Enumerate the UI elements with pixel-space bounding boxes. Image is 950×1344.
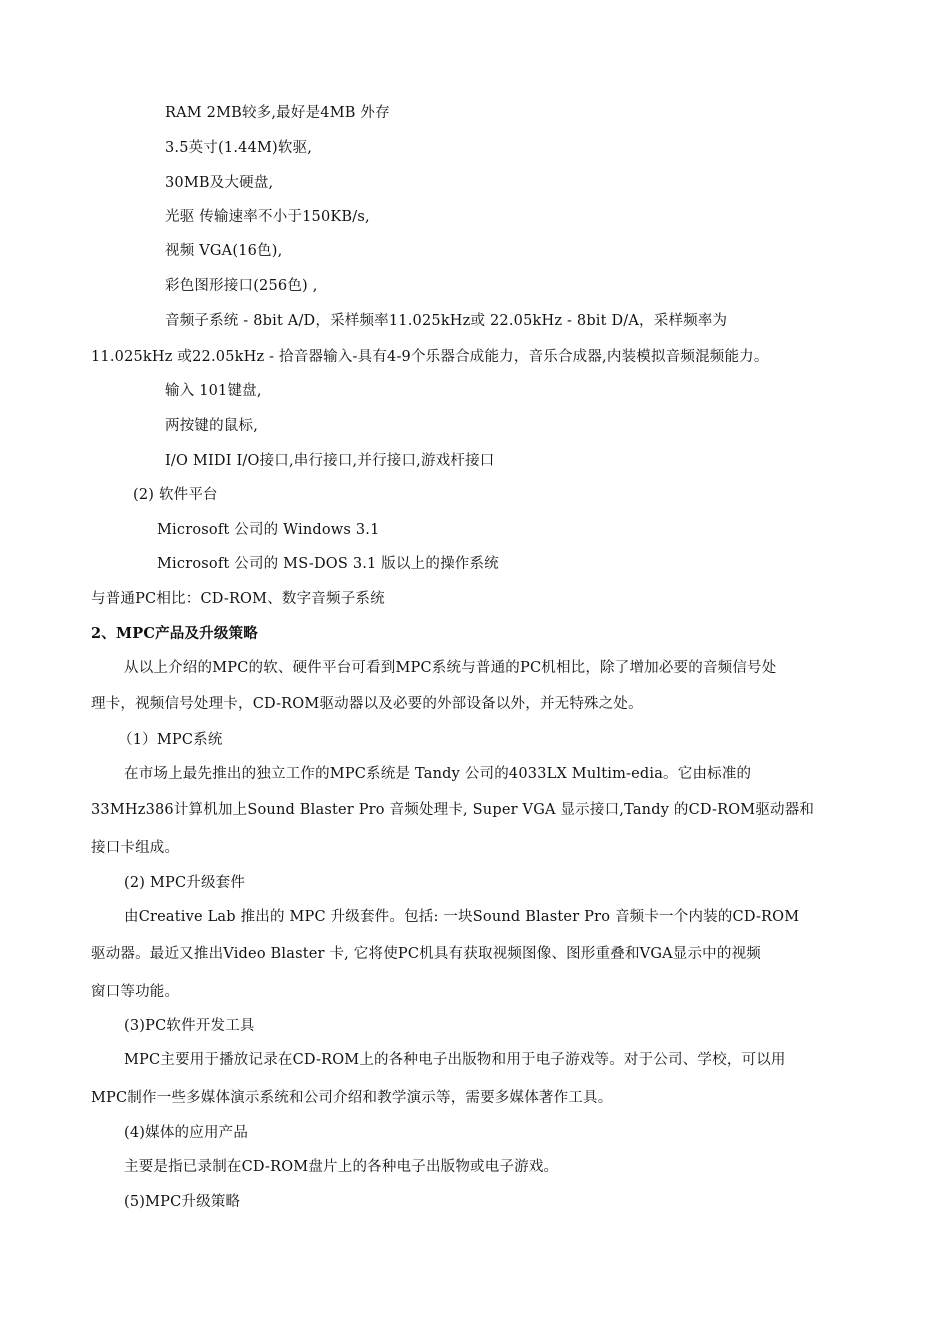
subsection-1-line-3: 接口卡组成。 [91, 840, 180, 856]
comparison-line: 与普通PC相比：CD-ROM、数字音频子系统 [91, 591, 385, 607]
subsection-3-line-1: MPC主要用于播放记录在CD-ROM上的各种电子出版物和用于电子游戏等。对于公司、学校，可以用 [124, 1052, 786, 1068]
software-heading: (2) 软件平台 [133, 487, 218, 503]
io-line: I/O MIDI I/O接口,串行接口,并行接口,游戏杆接口 [165, 453, 495, 469]
software-item-windows: Microsoft 公司的 Windows 3.1 [157, 522, 380, 538]
cdrom-line: 光驱 传输速率不小于150KB/s, [165, 209, 370, 225]
subsection-heading-5: (5)MPC升级策略 [124, 1194, 241, 1210]
section-heading: 2、MPC产品及升级策略 [91, 625, 258, 642]
subsection-heading-4: (4)媒体的应用产品 [124, 1125, 249, 1141]
audio-line-1: 音频子系统 - 8bit A/D，采样频率11.025kHz或 22.05kHz - 8bit D/A，采样频率为 [165, 313, 728, 329]
subsection-heading-1: （1）MPC系统 [118, 732, 223, 748]
subsection-2-line-3: 窗口等功能。 [91, 984, 180, 1000]
intro-line-1: 从以上介绍的MPC的软、硬件平台可看到MPC系统与普通的PC机相比，除了增加必要的音频信号处 [124, 660, 777, 676]
subsection-heading-2: (2) MPC升级套件 [124, 875, 246, 891]
mouse-line: 两按键的鼠标, [165, 418, 259, 434]
audio-line-2: 11.025kHz 或22.05kHz - 拾音器输入-具有4-9个乐器合成能力，音乐合成器,内装模拟音频混频能力。 [91, 349, 769, 365]
graphics-line: 彩色图形接口(256色) , [165, 278, 318, 294]
floppy-line: 3.5英寸(1.44M)软驱, [165, 140, 313, 156]
subsection-1-line-1: 在市场上最先推出的独立工作的MPC系统是 Tandy 公司的4033LX Multim-edia。它由标准的 [124, 766, 752, 782]
keyboard-line: 输入 101键盘, [165, 383, 262, 399]
subsection-2-line-2: 驱动器。最近又推出Video Blaster 卡, 它将使PC机具有获取视频图像、图形重叠和VGA显示中的视频 [91, 946, 761, 962]
subsection-2-line-1: 由Creative Lab 推出的 MPC 升级套件。包括: 一块Sound Blaster Pro 音频卡一个内装的CD-ROM [124, 909, 800, 925]
software-item-msdos: Microsoft 公司的 MS-DOS 3.1 版以上的操作系统 [157, 556, 499, 572]
subsection-3-line-2: MPC制作一些多媒体演示系统和公司介绍和教学演示等，需要多媒体著作工具。 [91, 1090, 613, 1106]
subsection-4-line-1: 主要是指已录制在CD-ROM盘片上的各种电子出版物或电子游戏。 [124, 1159, 559, 1175]
ram-line: RAM 2MB较多,最好是4MB 外存 [165, 105, 390, 121]
video-line: 视频 VGA(16色), [165, 243, 283, 259]
intro-line-2: 理卡，视频信号处理卡，CD-ROM驱动器以及必要的外部设备以外，并无特殊之处。 [91, 696, 643, 712]
subsection-1-line-2: 33MHz386计算机加上Sound Blaster Pro 音频处理卡, Super VGA 显示接口,Tandy 的CD-ROM驱动器和 [91, 802, 815, 818]
subsection-heading-3: (3)PC软件开发工具 [124, 1018, 255, 1034]
harddisk-line: 30MB及大硬盘, [165, 175, 274, 191]
